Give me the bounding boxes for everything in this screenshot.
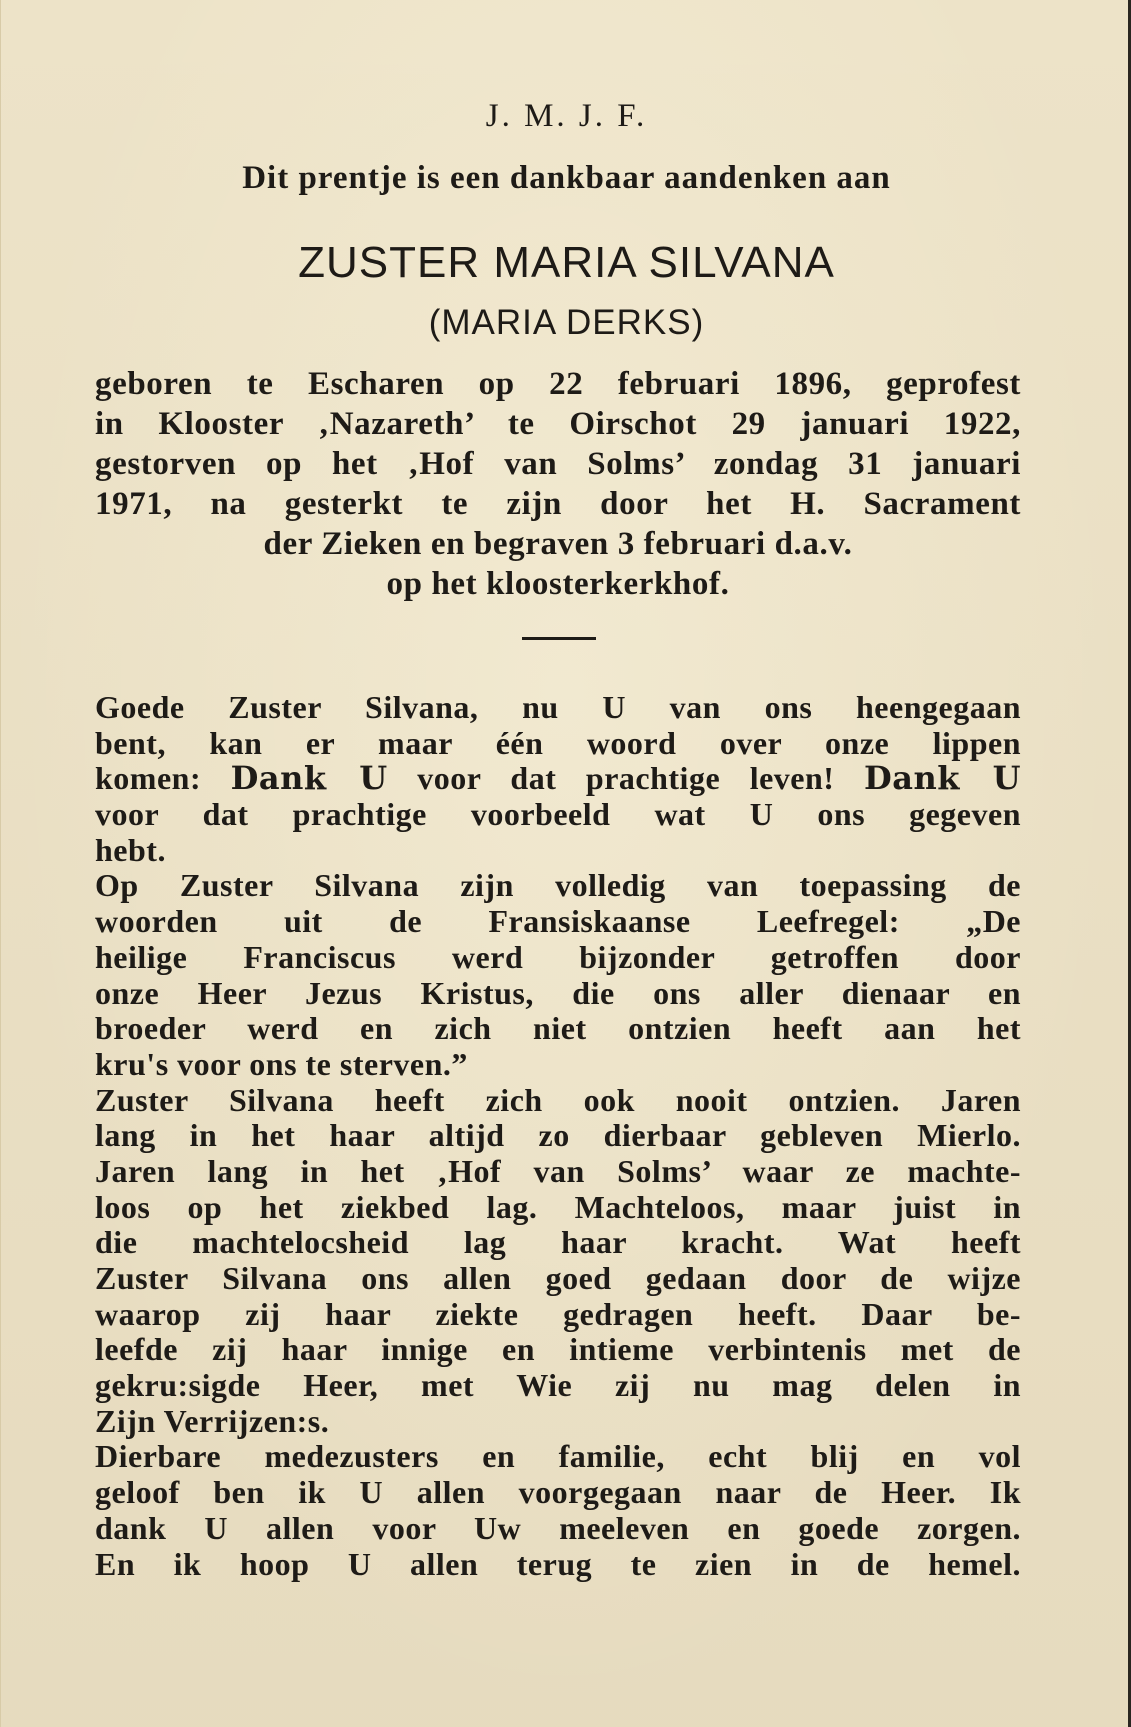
text-line: dank U allen voor Uw meeleven en goede zorgen.: [95, 1509, 1021, 1546]
bio-line: 1971, na gesterkt te zijn door het H. Sacrament: [95, 486, 1021, 522]
bio-line: in Klooster ‚Nazareth’ te Oirschot 29 januari 1922,: [95, 406, 1021, 442]
emphasis-dank-u: Dank U: [230, 759, 388, 798]
text-line: geloof ben ik U allen voorgegaan naar de Heer. Ik: [95, 1474, 1021, 1511]
text-line: die machtelocsheid lag haar kracht. Wat heeft: [95, 1224, 1021, 1261]
intro-text: Dit prentje is een dankbaar aandenken aan: [242, 160, 891, 196]
bio-line: op het kloosterkerkhof.: [386, 566, 730, 602]
text-line: Zuster Silvana ons allen goed gedaan door de wijze: [95, 1260, 1021, 1296]
text-line: hebt.: [95, 831, 166, 868]
biography-block: [95, 364, 1021, 604]
deceased-name: ZUSTER MARIA SILVANA: [298, 238, 835, 287]
text-line: kru's voor ons te sterven.”: [95, 1045, 468, 1082]
text-line: woorden uit de Fransiskaanse Leefregel: „De: [95, 903, 1021, 940]
text-line: leefde zij haar innige en intieme verbintenis met de: [95, 1331, 1021, 1368]
text-line: En ik hoop U allen terug te zien in de hemel.: [95, 1545, 1021, 1582]
text-line: Zijn Verrijzen:s.: [95, 1402, 330, 1439]
text-line: lang in het haar altijd zo dierbaar gebleven Mierlo.: [95, 1117, 1021, 1154]
bio-line: gestorven op het ‚Hof van Solms’ zondag 31 januari: [95, 446, 1021, 482]
text-line: waarop zij haar ziekte gedragen heeft. Daar be-: [95, 1295, 1021, 1332]
text-line: heilige Franciscus werd bijzonder getroffen door: [95, 938, 1021, 975]
text-line: Goede Zuster Silvana, nu U van ons heengegaan: [95, 689, 1021, 725]
text-line: voor dat prachtige voorbeeld wat U ons gegeven: [95, 796, 1021, 833]
text-line: gekru:sigde Heer, met Wie zij nu mag delen in: [95, 1367, 1021, 1404]
text-line: Zuster Silvana heeft zich ook nooit ontzien. Jaren: [95, 1081, 1021, 1118]
memorial-text: [95, 690, 1021, 1582]
text-line: bent, kan er maar één woord over onze lippen: [95, 724, 1021, 761]
divider-rule: [522, 637, 596, 640]
text-line: Dierbare medezusters en familie, echt blij en vol: [95, 1438, 1021, 1475]
bio-line: der Zieken en begraven 3 februari d.a.v.: [263, 526, 853, 562]
text-fragment: komen:: [95, 760, 202, 797]
emphasis-dank-u: Dank U: [863, 759, 1021, 798]
text-line: Jaren lang in het ‚Hof van Solms’ waar ze machte-: [95, 1152, 1021, 1189]
text-line: onze Heer Jezus Kristus, die ons aller dienaar en: [95, 974, 1021, 1011]
text-line: broeder werd en zich niet ontzien heeft aan het: [95, 1010, 1021, 1047]
text-line-thanks: [95, 761, 1021, 797]
initials-header: J. M. J. F.: [485, 98, 648, 134]
text-line: Op Zuster Silvana zijn volledig van toepassing de: [95, 867, 1021, 904]
maiden-name: (MARIA DERKS): [428, 303, 705, 342]
text-fragment: voor dat prachtige leven!: [417, 760, 835, 797]
text-line: loos op het ziekbed lag. Machteloos, maar juist in: [95, 1188, 1021, 1225]
bio-line: geboren te Escharen op 22 februari 1896, geprofest: [95, 366, 1021, 402]
